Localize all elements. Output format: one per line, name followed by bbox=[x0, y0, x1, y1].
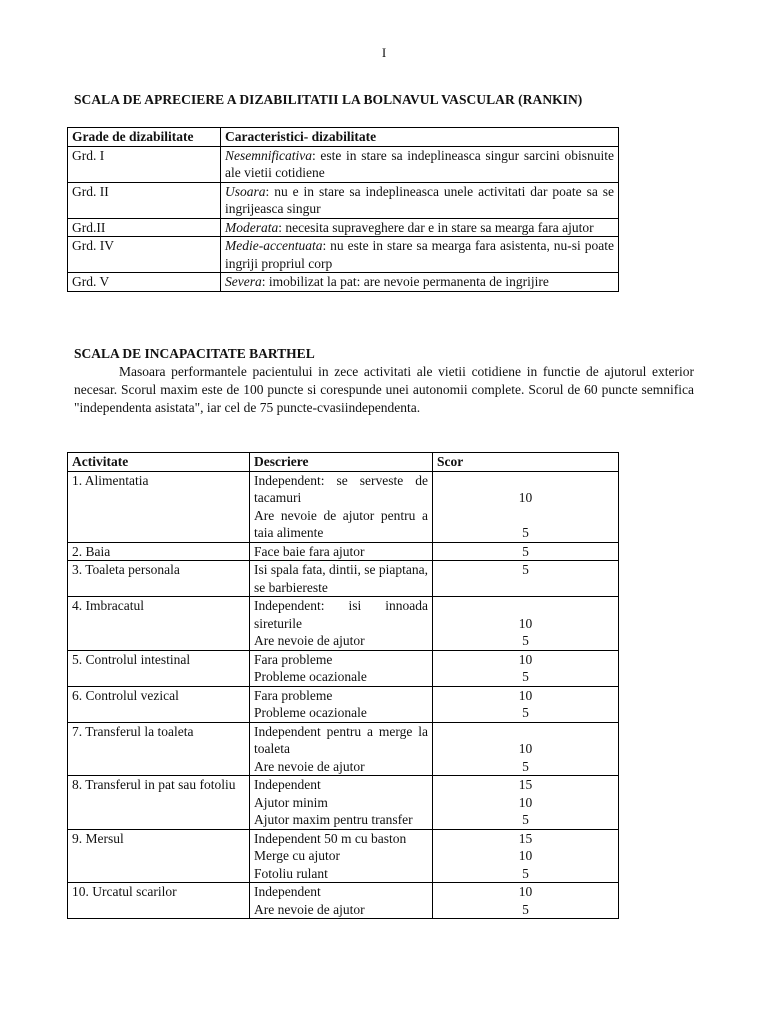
score-value: 10 bbox=[518, 490, 533, 505]
table-row bbox=[68, 597, 619, 651]
table-row bbox=[68, 146, 619, 182]
severity-label: Moderata bbox=[225, 219, 279, 235]
table-row bbox=[68, 650, 619, 686]
score-value: 10 bbox=[518, 687, 533, 703]
description-cell bbox=[250, 776, 433, 830]
table-header-row bbox=[68, 128, 619, 147]
score-value: 5 bbox=[522, 525, 529, 540]
description-cell bbox=[221, 237, 619, 273]
activity-cell: 5. Controlul intestinal bbox=[68, 650, 250, 686]
column-header: Activitate bbox=[68, 453, 250, 472]
description-line: Probleme ocazionale bbox=[254, 669, 367, 684]
score-value: 5 bbox=[522, 901, 529, 917]
table-row bbox=[68, 182, 619, 218]
activity-cell: 7. Transferul la toaleta bbox=[68, 722, 250, 776]
score-value: 5 bbox=[522, 865, 529, 881]
description-line: Are nevoie de ajutor bbox=[254, 633, 365, 648]
grade-cell: Grd. V bbox=[68, 273, 221, 292]
score-value: 5 bbox=[522, 758, 529, 774]
table-row bbox=[68, 542, 619, 561]
score-cell bbox=[433, 471, 619, 542]
description-line: Are nevoie de ajutor pentru a taia alimente bbox=[254, 507, 428, 540]
description-cell bbox=[221, 182, 619, 218]
description-cell bbox=[250, 471, 433, 542]
description-line: Are nevoie de ajutor bbox=[254, 901, 365, 917]
table-row bbox=[68, 722, 619, 776]
severity-label: Usoara bbox=[225, 183, 266, 199]
grade-cell: Grd. II bbox=[68, 182, 221, 218]
description-line: Independent: se serveste de tacamuri bbox=[254, 472, 428, 505]
score-cell bbox=[433, 597, 619, 651]
description-cell bbox=[250, 686, 433, 722]
description-text: : este in stare sa indeplineasca singur sarcini obisnuite ale vietii cotidiene bbox=[225, 147, 614, 180]
description-cell bbox=[250, 829, 433, 883]
score-cell bbox=[433, 883, 619, 919]
description-line: Probleme ocazionale bbox=[254, 705, 367, 720]
description-cell bbox=[221, 146, 619, 182]
column-header: Scor bbox=[433, 453, 619, 472]
paragraph-text: Masoara performantele pacientului in zece activitati ale vietii cotidiene in functie de ajutorul exterior necesar. Scorul maxim este de 100 puncte si corespunde unei autonomii complete. Scorul de 60 puncte semnifica "independenta asistata", iar cel de 75 puncte-cvasiindependenta. bbox=[74, 364, 694, 415]
table-row bbox=[68, 776, 619, 830]
table-row bbox=[68, 686, 619, 722]
score-value: 5 bbox=[522, 543, 529, 559]
column-header: Caracteristici- dizabilitate bbox=[221, 128, 619, 147]
rankin-title: SCALA DE APRECIERE A DIZABILITATII LA BOLNAVUL VASCULAR (RANKIN) bbox=[74, 92, 583, 107]
table-row bbox=[68, 237, 619, 273]
score-value: 10 bbox=[518, 848, 533, 863]
score-cell bbox=[433, 829, 619, 883]
table-row bbox=[68, 471, 619, 542]
score-value: 10 bbox=[518, 615, 533, 631]
severity-label: Medie-accentuata bbox=[225, 238, 323, 253]
description-line: Merge cu ajutor bbox=[254, 848, 340, 863]
description-cell bbox=[250, 561, 433, 597]
activity-cell: 2. Baia bbox=[68, 542, 250, 561]
score-cell bbox=[433, 686, 619, 722]
grade-cell: Grd. I bbox=[68, 146, 221, 182]
description-text: : necesita supraveghere dar e in stare sa mearga fara ajutor bbox=[278, 219, 594, 235]
description-line: Fara probleme bbox=[254, 651, 333, 667]
score-value: 5 bbox=[522, 705, 529, 720]
grade-cell: Grd. IV bbox=[68, 237, 221, 273]
activity-cell: 10. Urcatul scarilor bbox=[68, 883, 250, 919]
description-line: Independent pentru a merge la toaleta bbox=[254, 723, 428, 756]
score-value: 10 bbox=[518, 884, 533, 899]
description-text: : nu e in stare sa indeplineasca unele activitati dar poate sa se ingrijeasca singur bbox=[225, 183, 614, 216]
barthel-body bbox=[68, 471, 619, 919]
barthel-paragraph bbox=[74, 363, 694, 417]
description-line: Independent bbox=[254, 884, 321, 899]
grade-cell: Grd.II bbox=[68, 218, 221, 237]
score-value: 5 bbox=[522, 812, 529, 827]
barthel-table bbox=[67, 452, 619, 919]
table-header-row bbox=[68, 453, 619, 472]
table-row bbox=[68, 883, 619, 919]
description-line: Fotoliu rulant bbox=[254, 865, 328, 881]
table-row bbox=[68, 561, 619, 597]
score-value: 15 bbox=[518, 830, 533, 846]
description-text: : imobilizat la pat: are nevoie permanenta de ingrijire bbox=[261, 274, 549, 289]
description-cell bbox=[221, 273, 619, 292]
activity-cell: 1. Alimentatia bbox=[68, 471, 250, 542]
severity-label: Severa bbox=[225, 274, 262, 289]
description-text: : nu este in stare sa mearga fara asistenta, nu-si poate ingriji propriul corp bbox=[225, 238, 614, 271]
activity-cell: 9. Mersul bbox=[68, 829, 250, 883]
score-value: 10 bbox=[518, 651, 533, 667]
description-cell bbox=[221, 218, 619, 237]
column-header: Grade de dizabilitate bbox=[68, 128, 221, 147]
table-row bbox=[68, 218, 619, 237]
description-line: Are nevoie de ajutor bbox=[254, 758, 365, 774]
description-line: Face baie fara ajutor bbox=[254, 543, 365, 559]
table-row bbox=[68, 273, 619, 292]
score-value: 5 bbox=[522, 633, 529, 648]
activity-cell: 4. Imbracatul bbox=[68, 597, 250, 651]
score-cell bbox=[433, 561, 619, 597]
score-value: 5 bbox=[522, 562, 529, 577]
score-cell bbox=[433, 650, 619, 686]
rankin-table bbox=[67, 127, 619, 292]
column-header: Descriere bbox=[250, 453, 433, 472]
activity-cell: 3. Toaleta personala bbox=[68, 561, 250, 597]
barthel-title: SCALA DE INCAPACITATE BARTHEL bbox=[74, 346, 315, 361]
score-value: 10 bbox=[518, 794, 533, 810]
description-line: Ajutor maxim pentru transfer bbox=[254, 812, 413, 827]
score-value: 5 bbox=[522, 669, 529, 684]
description-cell bbox=[250, 883, 433, 919]
description-line: Independent bbox=[254, 777, 321, 792]
description-cell bbox=[250, 542, 433, 561]
description-cell bbox=[250, 650, 433, 686]
score-cell bbox=[433, 722, 619, 776]
description-line: Independent 50 m cu baston bbox=[254, 830, 407, 846]
page-number: I bbox=[381, 45, 387, 60]
table-row bbox=[68, 829, 619, 883]
score-cell bbox=[433, 542, 619, 561]
score-cell bbox=[433, 776, 619, 830]
description-line: Ajutor minim bbox=[254, 794, 328, 810]
activity-cell: 6. Controlul vezical bbox=[68, 686, 250, 722]
description-cell bbox=[250, 597, 433, 651]
description-cell bbox=[250, 722, 433, 776]
severity-label: Nesemnificativa bbox=[225, 147, 312, 163]
description-line: Independent: isi innoada sireturile bbox=[254, 598, 428, 631]
score-value: 10 bbox=[518, 741, 533, 756]
activity-cell: 8. Transferul in pat sau fotoliu bbox=[68, 776, 250, 830]
score-value: 15 bbox=[518, 777, 533, 792]
description-line: Isi spala fata, dintii, se piaptana, se barbiereste bbox=[254, 562, 428, 595]
description-line: Fara probleme bbox=[254, 687, 333, 703]
